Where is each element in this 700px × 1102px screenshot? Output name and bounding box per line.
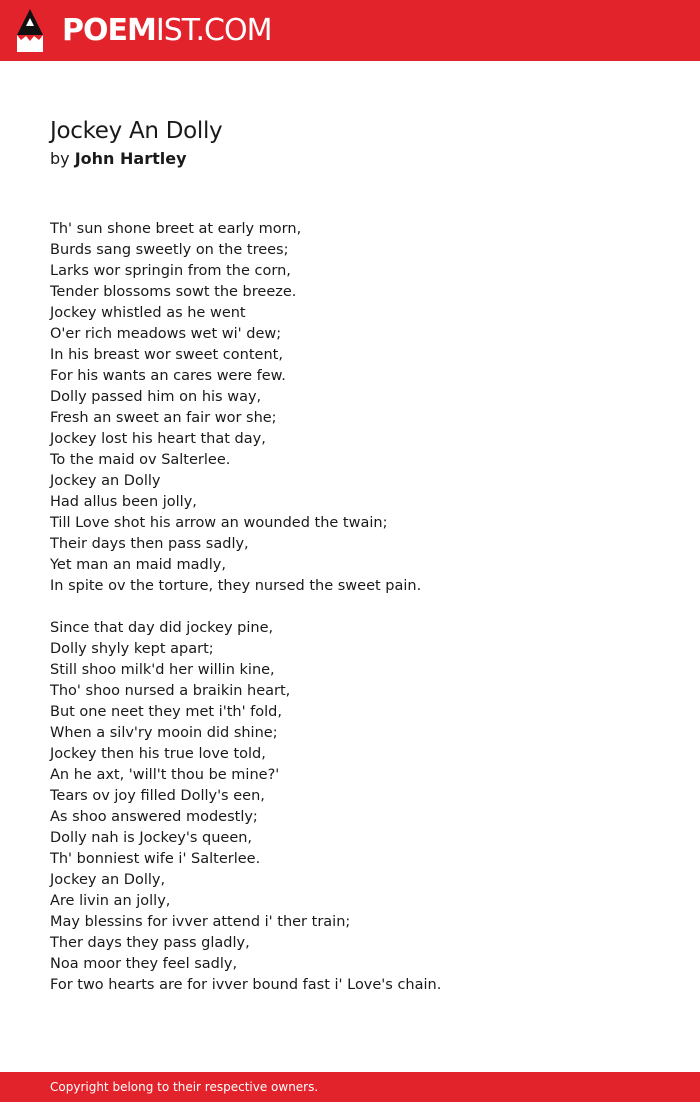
poem-line: Burds sang sweetly on the trees; (50, 242, 289, 258)
logo-light-text: IST.COM (155, 13, 272, 48)
poem-line: O'er rich meadows wet wi' dew; (50, 326, 282, 342)
poem-line: Dolly shyly kept apart; (50, 641, 214, 657)
stanza (50, 219, 670, 597)
site-header (0, 0, 700, 61)
poem-line: As shoo answered modestly; (50, 809, 258, 825)
poem-line: Jockey an Dolly, (50, 872, 166, 888)
poem-line: Ther days they pass gladly, (50, 935, 250, 951)
poem-line: Yet man an maid madly, (50, 557, 226, 573)
poem-line: In his breast wor sweet content, (50, 347, 283, 363)
poem-line: Dolly passed him on his way, (50, 389, 262, 405)
copyright-text: Copyright belong to their respective owners. (50, 1080, 319, 1094)
poem-line: In spite ov the torture, they nursed the sweet pain. (50, 578, 422, 594)
logo-bold-text: POEM (62, 13, 156, 48)
poem-line: Their days then pass sadly, (50, 536, 249, 552)
poem-line: Jockey an Dolly (50, 473, 161, 489)
poem-line: May blessins for ivver attend i' ther train; (50, 914, 351, 930)
stanza (50, 618, 670, 996)
poem-line: Are livin an jolly, (50, 893, 171, 909)
poem-line: Th' sun shone breet at early morn, (50, 221, 302, 237)
poem-line: But one neet they met i'th' fold, (50, 704, 282, 720)
poem-line: Dolly nah is Jockey's queen, (50, 830, 253, 846)
poem-line: Larks wor springin from the corn, (50, 263, 291, 279)
poem-line: Since that day did jockey pine, (50, 620, 274, 636)
poem-line: Till Love shot his arrow an wounded the twain; (50, 515, 388, 531)
poem-line: Tender blossoms sowt the breeze. (50, 284, 297, 300)
poem-line: Jockey then his true love told, (50, 746, 266, 762)
poem-line: When a silv'ry mooin did shine; (50, 725, 278, 741)
poem-line: Noa moor they feel sadly, (50, 956, 238, 972)
poem-line: To the maid ov Salterlee. (50, 452, 231, 468)
by-prefix: by (50, 149, 70, 168)
poem-line: Jockey whistled as he went (50, 305, 246, 321)
byline (50, 148, 187, 170)
poem-line: An he axt, 'will't thou be mine?' (50, 767, 280, 783)
poem-line: Jockey lost his heart that day, (50, 431, 266, 447)
poem-title: Jockey An Dolly (50, 118, 223, 144)
poem-line: Th' bonniest wife i' Salterlee. (50, 851, 261, 867)
poem-line: Had allus been jolly, (50, 494, 197, 510)
site-logo[interactable] (62, 11, 271, 51)
pencil-tip-icon[interactable] (17, 9, 43, 52)
poem-body (50, 219, 670, 1017)
author-name: John Hartley (74, 149, 187, 168)
poem-line: Tears ov joy filled Dolly's een, (50, 788, 265, 804)
poem-line: For his wants an cares were few. (50, 368, 286, 384)
poem-line: For two hearts are for ivver bound fast i' Love's chain. (50, 977, 442, 993)
poem-line: Fresh an sweet an fair wor she; (50, 410, 277, 426)
site-footer (0, 1072, 700, 1102)
poem-line: Tho' shoo nursed a braikin heart, (50, 683, 291, 699)
poem-line: Still shoo milk'd her willin kine, (50, 662, 275, 678)
